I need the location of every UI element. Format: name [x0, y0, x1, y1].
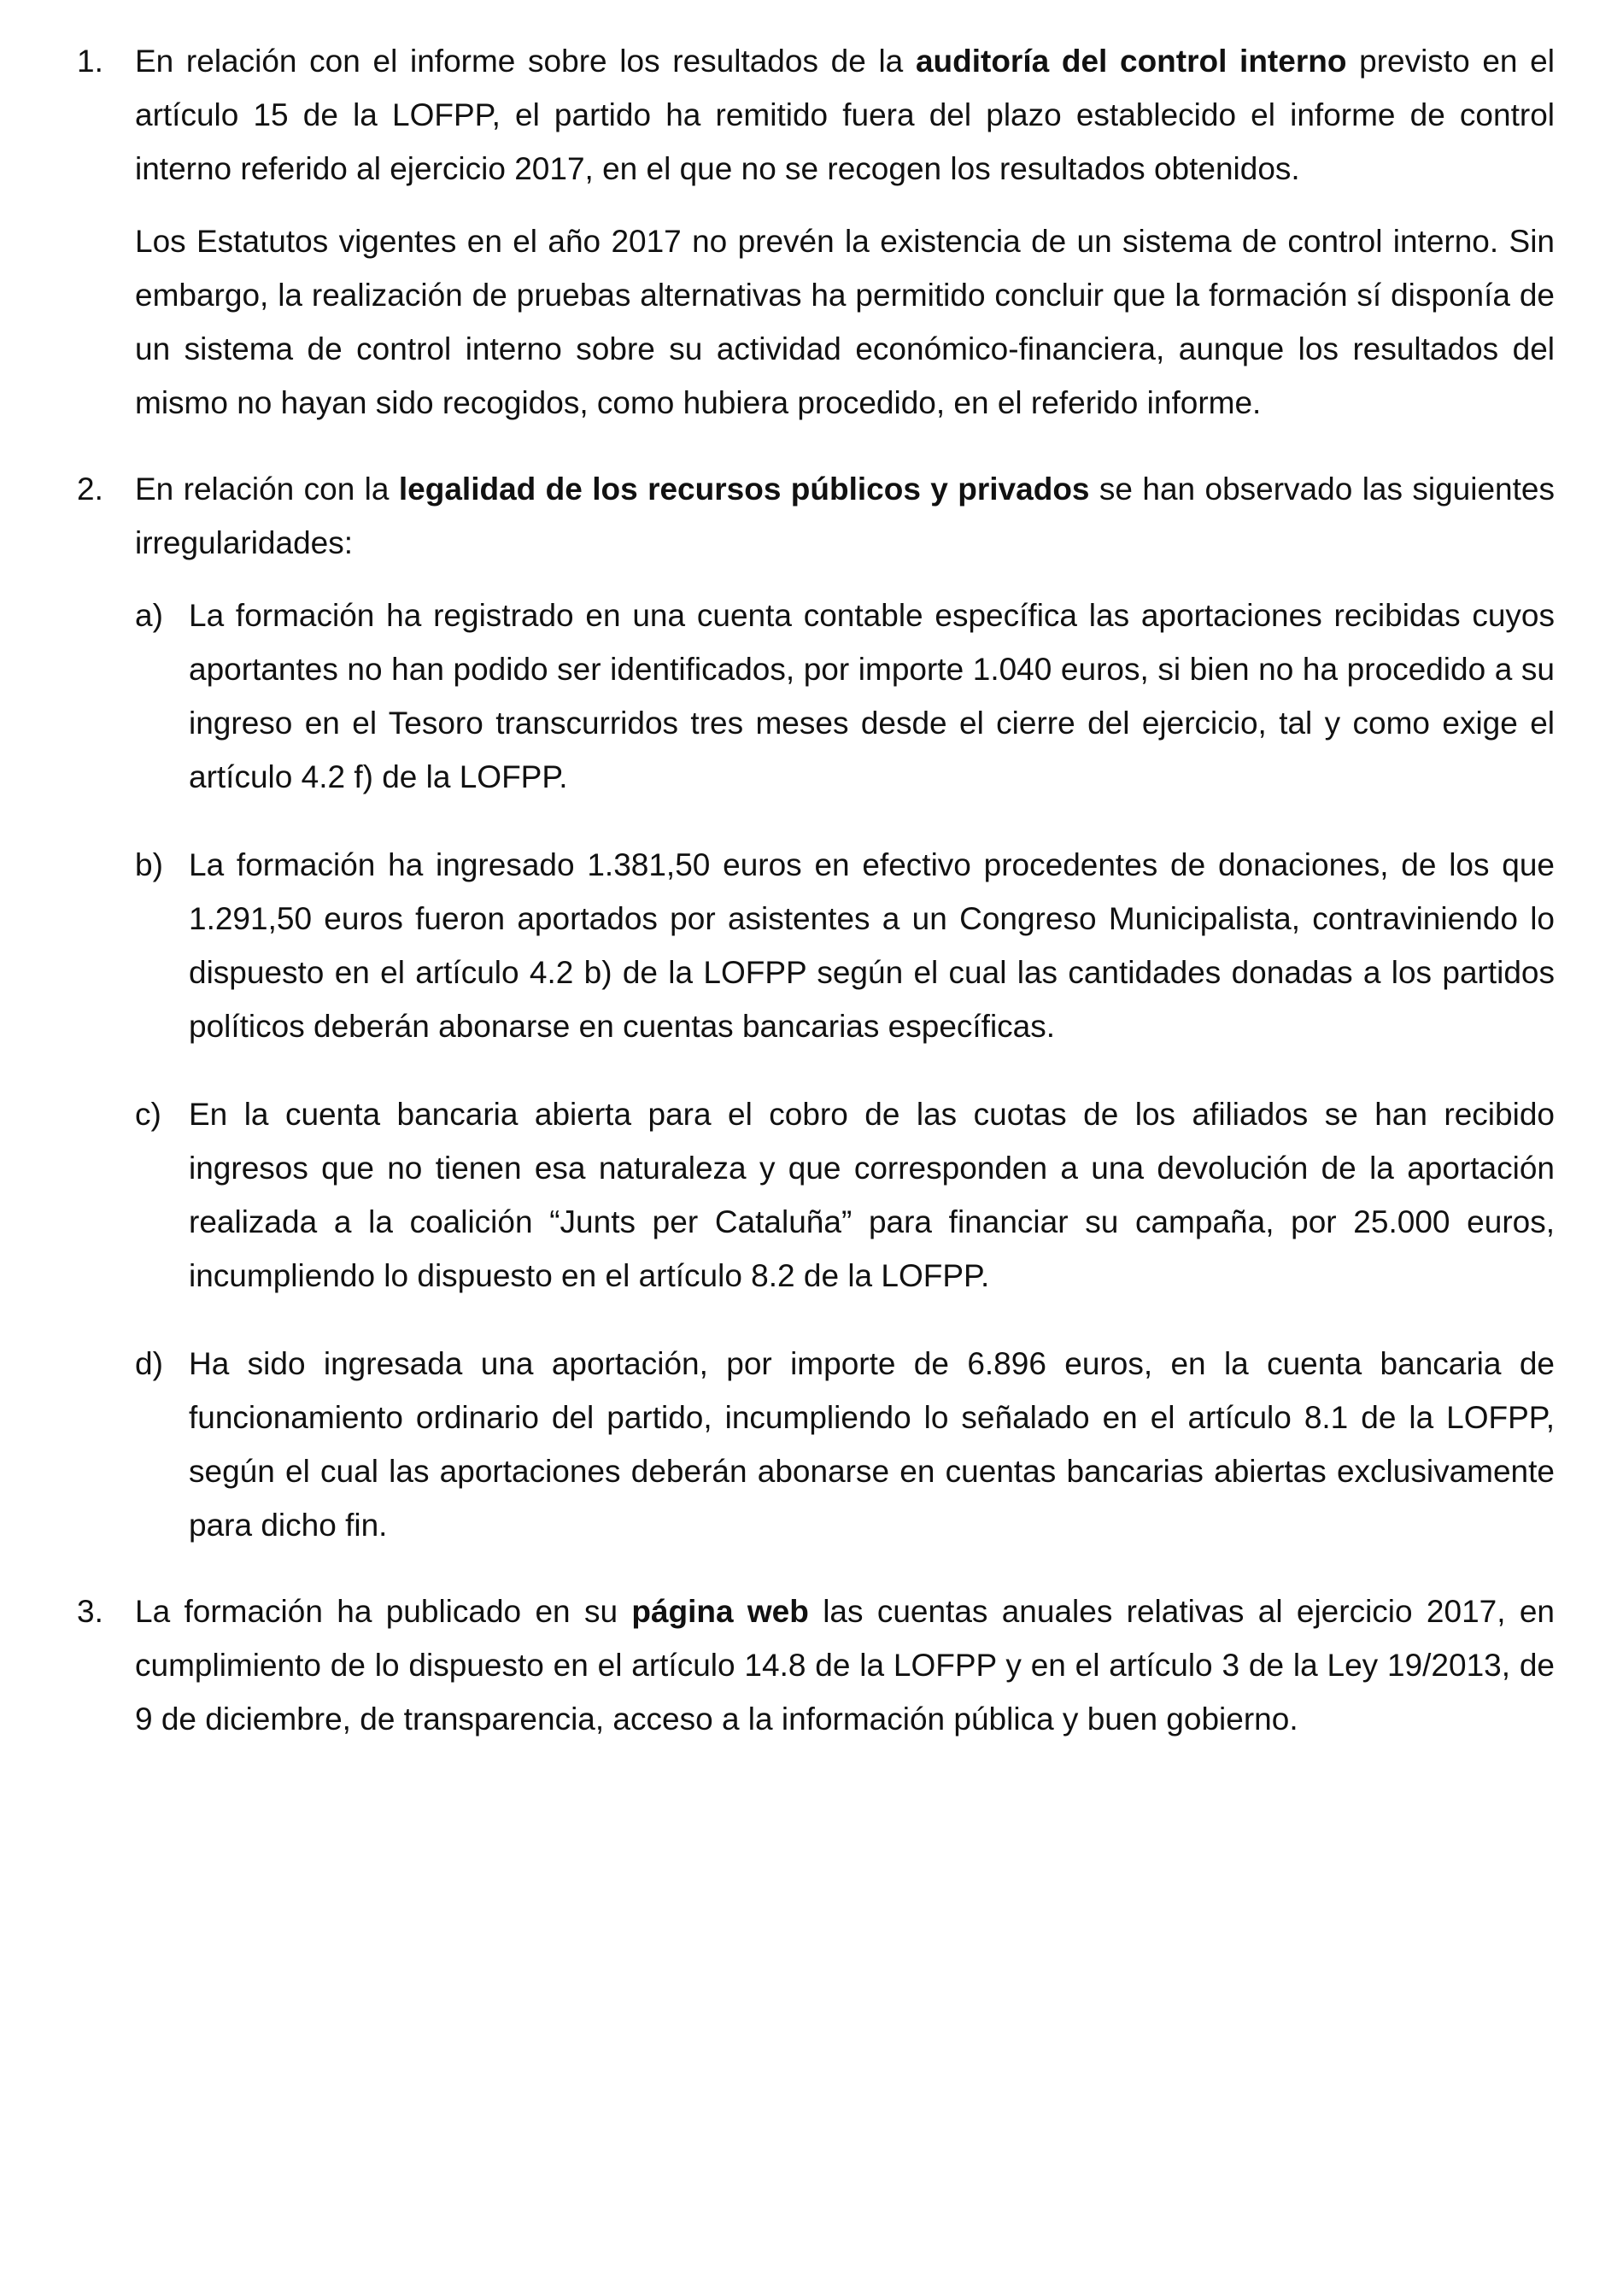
irregularities-list: [135, 589, 1555, 1552]
paragraph: Los Estatutos vigentes en el año 2017 no prevén la existencia de un sistema de control interno. Sin embargo, la realización de pruebas alternativas ha permitido concluir que la formación sí disponía de un sistema de control interno sobre su actividad económico-financiera, aunque los resultados del mismo no hayan sido recogidos, como hubiera procedido, en el referido informe.: [135, 224, 1555, 420]
paragraph: En la cuenta bancaria abierta para el cobro de las cuotas de los afiliados se han recibido ingresos que no tienen esa naturaleza y que corresponden a una devolución de la aportación realizada a la coalición “Junts per Cataluña” para financiar su campaña, por 25.000 euros, incumpliendo lo dispuesto en el artículo 8.2 de la LOFPP.: [189, 1097, 1555, 1293]
paragraph: [135, 34, 1555, 196]
paragraph: [135, 462, 1555, 570]
findings-list: [77, 34, 1555, 1746]
paragraph: [135, 1584, 1555, 1746]
sub-item-d: [135, 1337, 1555, 1552]
paragraph: La formación ha ingresado 1.381,50 euros en efectivo procedentes de donaciones, de los que 1.291,50 euros fueron aportados por asistentes a un Congreso Municipalista, contraviniendo lo dispuesto en el artículo 4.2 b) de la LOFPP según el cual las cantidades donadas a los partidos políticos deberán abonarse en cuentas bancarias específicas.: [189, 847, 1555, 1044]
bold-term: página web: [631, 1594, 809, 1629]
sub-item-letter: c): [135, 1097, 161, 1132]
item-number: 3.: [77, 1594, 103, 1629]
finding-item-2: [77, 462, 1555, 1552]
item-number: 1.: [77, 44, 103, 79]
paragraph: Ha sido ingresada una aportación, por importe de 6.896 euros, en la cuenta bancaria de funcionamiento ordinario del partido, incumpliendo lo señalado en el artículo 8.1 de la LOFPP, según el cual las aportaciones deberán abonarse en cuentas bancarias abiertas exclusivamente para dicho fin.: [189, 1346, 1555, 1543]
text-run: En relación con la: [135, 472, 399, 507]
sub-item-letter: d): [135, 1346, 163, 1381]
bold-term: auditoría del control interno: [915, 44, 1347, 79]
item-number: 2.: [77, 472, 103, 507]
sub-item-a: [135, 589, 1555, 804]
sub-item-letter: a): [135, 598, 163, 633]
finding-item-1: [77, 34, 1555, 430]
sub-item-letter: b): [135, 847, 163, 882]
bold-term: legalidad de los recursos públicos y privados: [398, 472, 1090, 507]
text-run: se han observado las siguientes irregularidades:: [135, 472, 1555, 560]
text-run: las cuentas anuales relativas al ejercicio 2017, en cumplimiento de lo dispuesto en el artículo 14.8 de la LOFPP y en el artículo 3 de la Ley 19/2013, de 9 de diciembre, de transparencia, acceso a la información pública y buen gobierno.: [135, 1594, 1555, 1737]
finding-item-3: [77, 1584, 1555, 1746]
text-run: La formación ha publicado en su: [135, 1594, 632, 1629]
text-run: previsto en el artículo 15 de la LOFPP, el partido ha remitido fuera del plazo establecido el informe de control interno referido al ejercicio 2017, en el que no se recogen los resultados obtenidos.: [135, 44, 1555, 186]
sub-item-c: [135, 1087, 1555, 1303]
paragraph: La formación ha registrado en una cuenta contable específica las aportaciones recibidas cuyos aportantes no han podido ser identificados, por importe 1.040 euros, si bien no ha procedido a su ingreso en el Tesoro transcurridos tres meses desde el cierre del ejercicio, tal y como exige el artículo 4.2 f) de la LOFPP.: [189, 598, 1555, 794]
sub-item-b: [135, 838, 1555, 1053]
text-run: En relación con el informe sobre los resultados de la: [135, 44, 916, 79]
